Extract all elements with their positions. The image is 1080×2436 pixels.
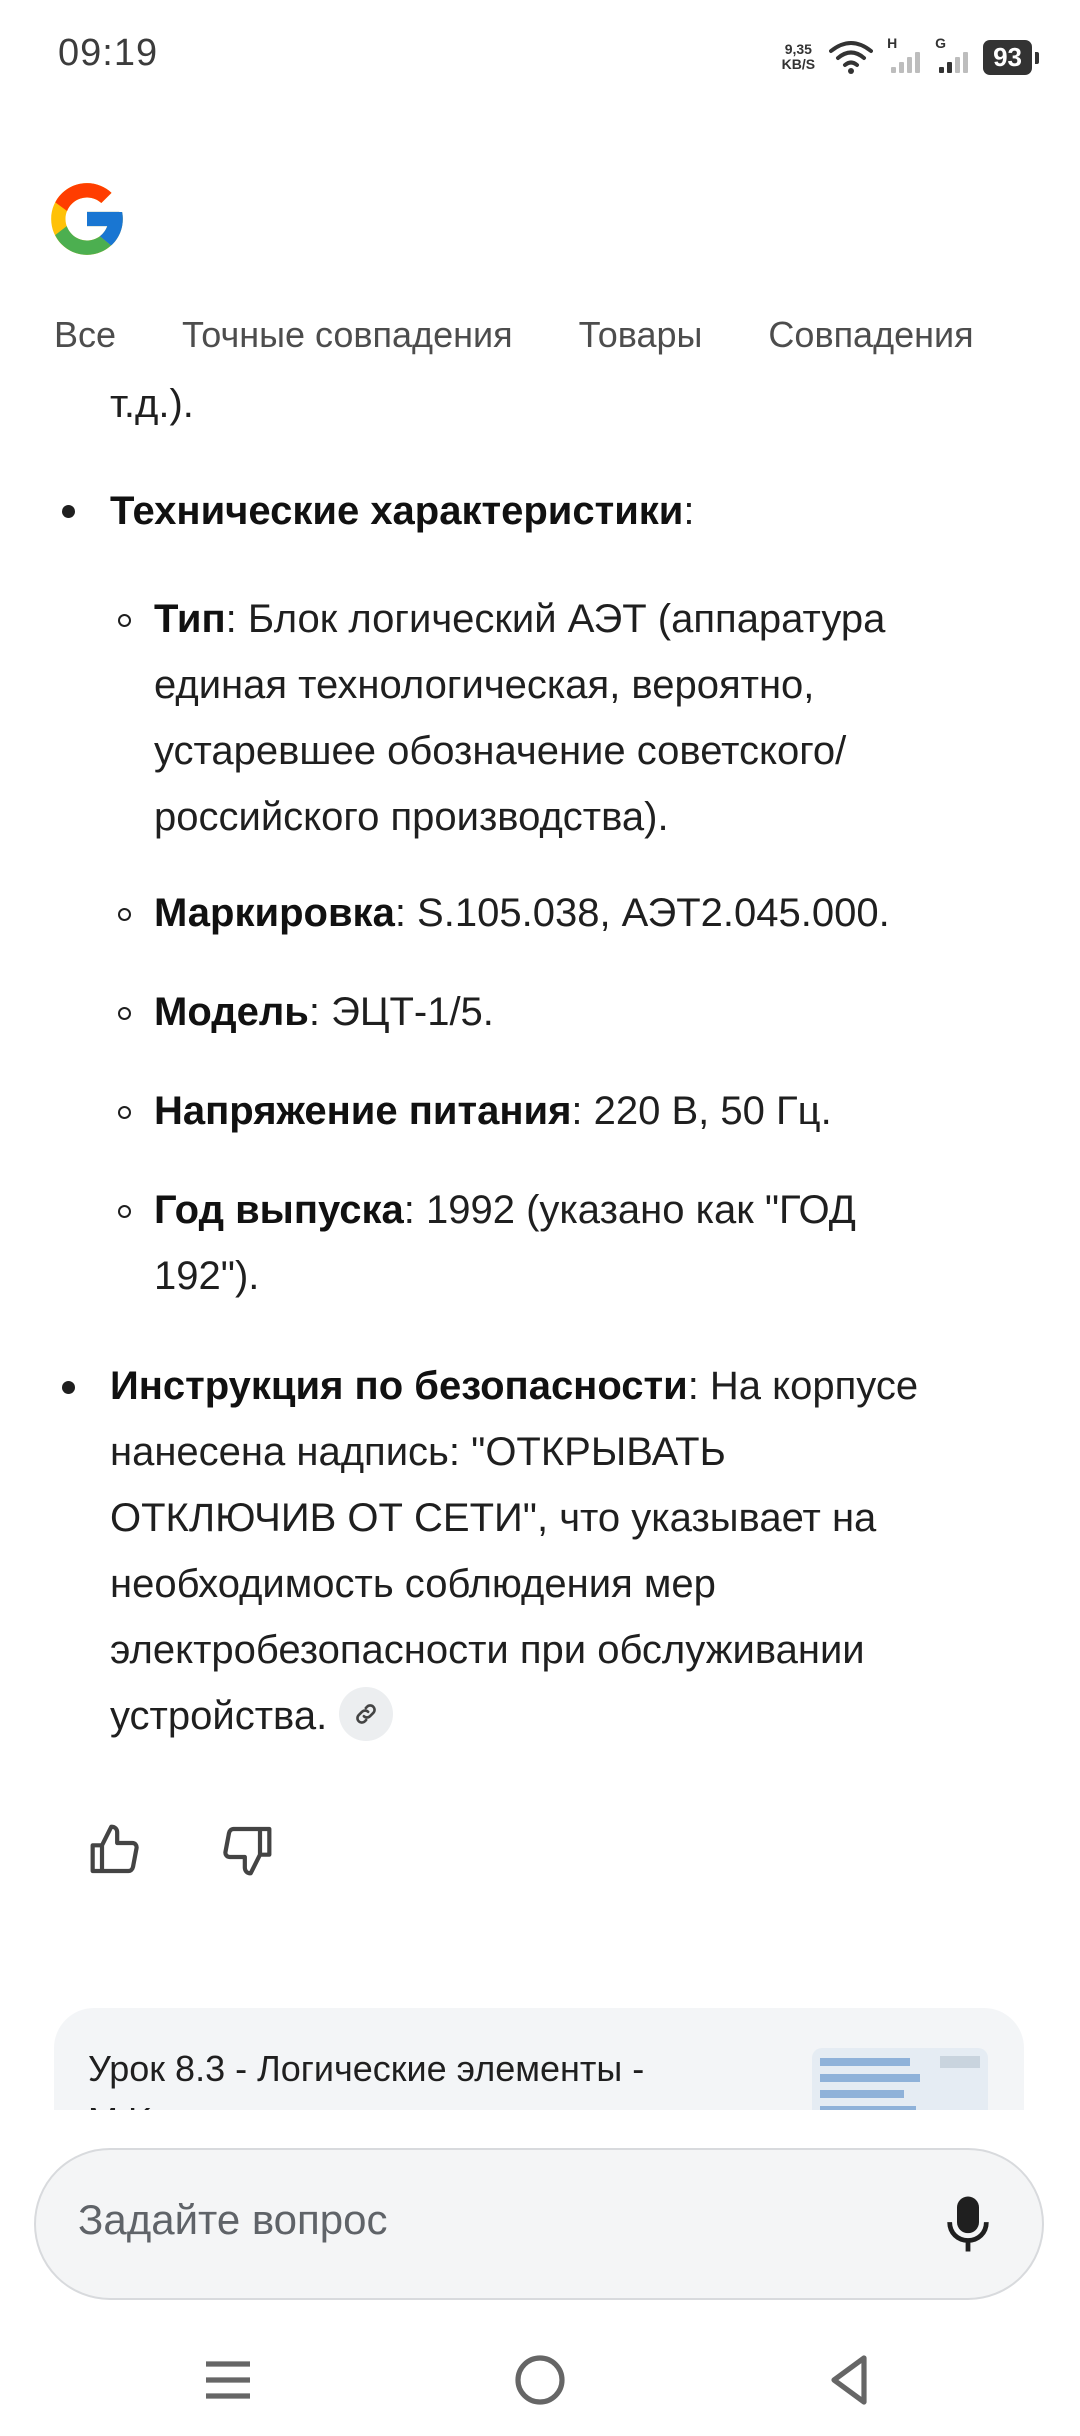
tech-specs-heading	[110, 478, 695, 544]
tab-products[interactable]: Товары	[578, 314, 703, 355]
sub-bullet	[118, 1007, 131, 1020]
spec-type-label: Тип	[154, 597, 226, 641]
safety-line: электробезопасности при обслуживании	[110, 1628, 865, 1672]
menu-icon[interactable]	[198, 2350, 258, 2410]
ask-input[interactable]	[34, 2148, 1044, 2300]
tab-exact-matches[interactable]: Точные совпадения	[182, 314, 513, 355]
sub-bullet	[118, 614, 131, 627]
spec-year-line: : 1992 (указано как "ГОД	[403, 1188, 856, 1232]
spec-voltage	[154, 1078, 832, 1144]
tech-specs-title: Технические характеристики	[110, 489, 684, 533]
ask-placeholder: Задайте вопрос	[78, 2196, 388, 2243]
sim2-label: G	[935, 35, 946, 51]
truncated-text: т.д.).	[110, 382, 194, 426]
home-icon[interactable]	[510, 2350, 570, 2410]
safety-line: нанесена надпись: "ОТКРЫВАТЬ	[110, 1430, 726, 1474]
tech-specs-tail: :	[683, 489, 695, 533]
tab-all[interactable]: Все	[54, 314, 117, 355]
thumbs-down-icon[interactable]	[218, 1822, 274, 1878]
wifi-icon	[829, 39, 873, 75]
sub-bullet	[118, 1205, 131, 1218]
back-icon[interactable]	[820, 2350, 880, 2410]
bullet	[62, 1381, 75, 1394]
spec-type-line: единая технологическая, вероятно,	[154, 663, 815, 707]
safety-title: Инструкция по безопасности	[110, 1364, 688, 1408]
network-speed	[782, 42, 815, 72]
network-speed-unit: KB/S	[781, 56, 816, 72]
spec-marking-value: : S.105.038, АЭТ2.045.000.	[394, 891, 890, 935]
spec-year-label: Год выпуска	[154, 1188, 404, 1232]
tab-matches[interactable]: Совпадения	[768, 314, 974, 355]
link-icon	[353, 1701, 379, 1727]
network-speed-value: 9,35	[784, 41, 812, 57]
safety-line: необходимость соблюдения мер	[110, 1562, 716, 1606]
mic-icon[interactable]	[946, 2194, 990, 2254]
spec-type-line: : Блок логический АЭТ (аппаратура	[225, 597, 886, 641]
source-title: Урок 8.3 - Логические элементы -	[88, 2048, 645, 2089]
spec-year-line: 192").	[154, 1254, 260, 1298]
search-tabs	[0, 300, 1080, 380]
spec-type-line: российского производства).	[154, 795, 669, 839]
spec-year	[154, 1177, 856, 1309]
sub-bullet	[118, 908, 131, 921]
spec-model-label: Модель	[154, 990, 309, 1034]
battery-indicator: 93	[983, 40, 1032, 75]
spec-model-value: : ЭЦТ-1/5.	[308, 990, 494, 1034]
bullet	[62, 505, 75, 518]
spec-marking-label: Маркировка	[154, 891, 395, 935]
sub-bullet	[118, 1106, 131, 1119]
thumbs-up-icon[interactable]	[88, 1822, 144, 1878]
safety-line: : На корпусе	[687, 1364, 919, 1408]
spec-voltage-label: Напряжение питания	[154, 1089, 572, 1133]
status-time: 09:19	[58, 32, 159, 74]
spec-type-line: устаревшее обозначение советского/	[154, 729, 847, 773]
sim1-label: H	[887, 35, 898, 51]
status-icons	[782, 34, 1032, 80]
safety-line: ОТКЛЮЧИВ ОТ СЕТИ", что указывает на	[110, 1496, 877, 1540]
spec-model	[154, 979, 494, 1045]
spec-marking	[154, 880, 890, 946]
signal-sim2-icon	[935, 37, 969, 77]
safety-line: устройства.	[110, 1694, 328, 1738]
spec-voltage-value: : 220 В, 50 Гц.	[571, 1089, 832, 1133]
source-link-button[interactable]	[339, 1687, 393, 1741]
google-logo-icon[interactable]	[44, 176, 130, 262]
signal-sim1-icon	[887, 37, 921, 77]
safety-paragraph	[110, 1353, 918, 1749]
system-nav-bar	[0, 2330, 1080, 2436]
spec-type	[154, 586, 885, 850]
